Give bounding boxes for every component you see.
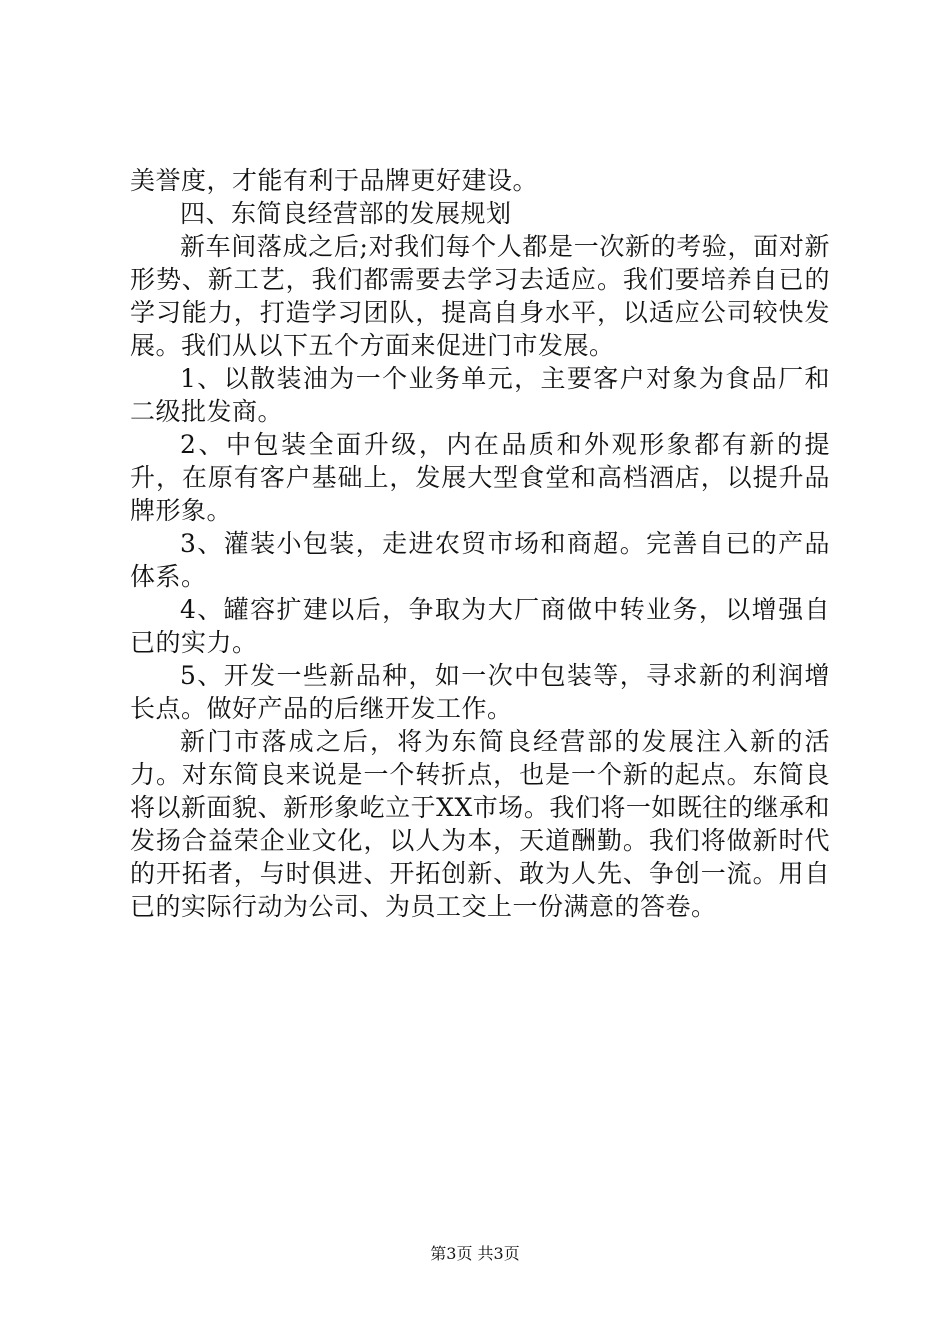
page-number-footer: 第3页 共3页 (430, 1244, 520, 1263)
list-item-5: 5、开发一些新品种，如一次中包装等，寻求新的利润增长点。做好产品的后继开发工作。 (130, 661, 830, 723)
section-heading: 四、东简良经营部的发展规划 (180, 199, 512, 228)
paragraph: 新车间落成之后;对我们每个人都是一次新的考验，面对新形势、新工艺，我们都需要去学习去适应。我们要培养自已的学习能力，打造学习团队，提高自身水平，以适应公司较快发展。我们从以下五个方面来促进门市发展。 (130, 232, 830, 360)
list-item-3: 3、灌装小包装，走进农贸市场和商超。完善自已的产品体系。 (130, 529, 830, 591)
list-item-4: 4、罐容扩建以后，争取为大厂商做中转业务，以增强自已的实力。 (130, 595, 830, 657)
paragraph-conclusion: 新门市落成之后，将为东简良经营部的发展注入新的活力。对东简良来说是一个转折点，也是一个新的起点。东简良将以新面貌、新形象屹立于XX市场。我们将一如既往的继承和发扬合益荣企业文化，以人为本，天道酬勤。我们将做新时代的开拓者，与时俱进、开拓创新、敢为人先、争创一流。用自已的实际行动为公司、为员工交上一份满意的答卷。 (130, 727, 830, 921)
list-item-1: 1、以散装油为一个业务单元，主要客户对象为食品厂和二级批发商。 (130, 364, 830, 426)
document-body (130, 164, 830, 923)
paragraph-continuation: 美誉度，才能有利于品牌更好建设。 (130, 166, 539, 195)
list-item-2: 2、中包装全面升级，内在品质和外观形象都有新的提升，在原有客户基础上，发展大型食堂和高档酒店，以提升品牌形象。 (130, 430, 830, 525)
